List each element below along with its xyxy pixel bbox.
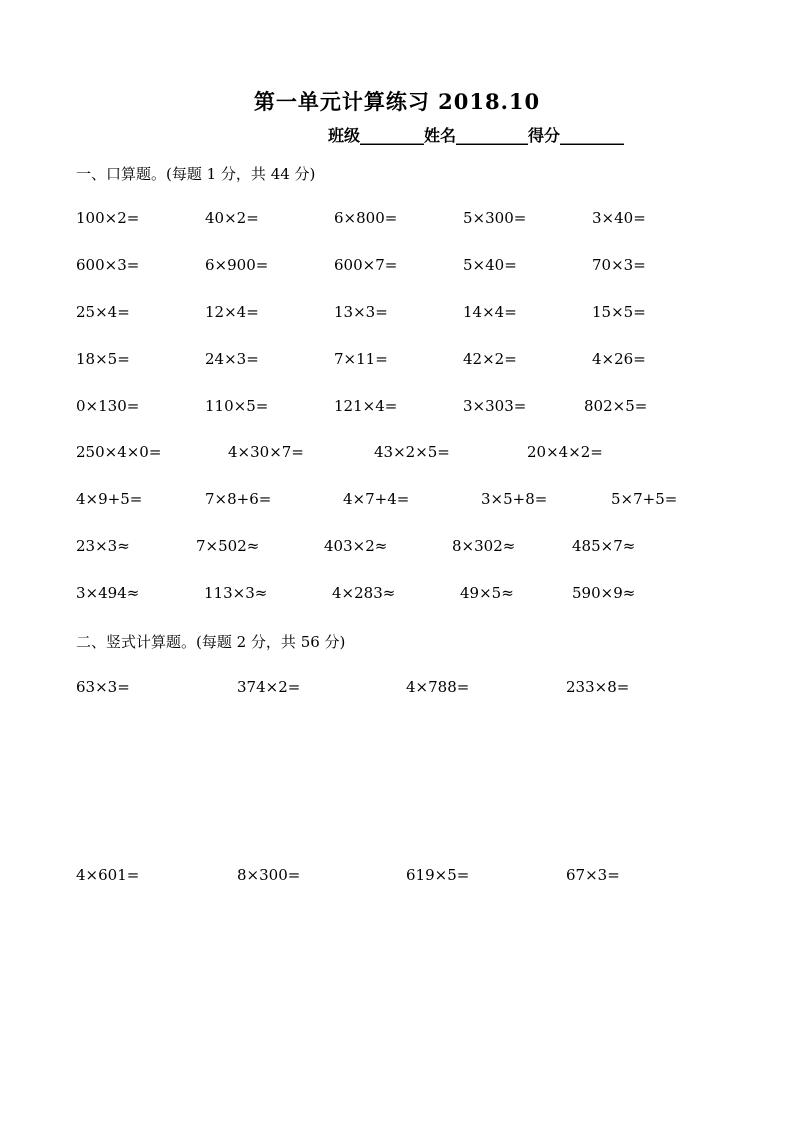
oral-row (0, 537, 794, 561)
oral-row (0, 350, 794, 374)
problem: 4×26= (592, 350, 646, 368)
problem: 600×7= (334, 256, 398, 274)
oral-row (0, 443, 794, 467)
problem: 63×3= (76, 678, 130, 696)
problem: 4×7+4= (343, 490, 410, 508)
problem: 14×4= (463, 303, 517, 321)
problem: 7×502≈ (196, 537, 260, 555)
problem: 5×40= (463, 256, 517, 274)
problem: 4×788= (406, 678, 470, 696)
oral-row (0, 209, 794, 233)
problem: 70×3= (592, 256, 646, 274)
oral-row (0, 303, 794, 327)
problem: 12×4= (205, 303, 259, 321)
problem: 4×283≈ (332, 584, 396, 602)
problem: 13×3= (334, 303, 388, 321)
problem: 3×5+8= (481, 490, 548, 508)
problem: 113×3≈ (204, 584, 268, 602)
problem: 802×5= (584, 397, 648, 415)
oral-row (0, 256, 794, 280)
problem: 100×2= (76, 209, 140, 227)
problem: 7×11= (334, 350, 388, 368)
problem: 67×3= (566, 866, 620, 884)
problem: 121×4= (334, 397, 398, 415)
problem: 40×2= (205, 209, 259, 227)
problem: 3×40= (592, 209, 646, 227)
problem: 4×30×7= (228, 443, 304, 461)
problem: 250×4×0= (76, 443, 162, 461)
problem: 6×900= (205, 256, 269, 274)
problem: 5×300= (463, 209, 527, 227)
page-title: 第一单元计算练习 2018.10 (253, 89, 541, 114)
problem: 43×2×5= (374, 443, 450, 461)
problem: 4×9+5= (76, 490, 143, 508)
oral-row (0, 490, 794, 514)
oral-row (0, 397, 794, 421)
problem: 8×300= (237, 866, 301, 884)
problem: 374×2= (237, 678, 301, 696)
problem: 485×7≈ (572, 537, 636, 555)
problem: 42×2= (463, 350, 517, 368)
problem: 20×4×2= (527, 443, 603, 461)
problem: 7×8+6= (205, 490, 272, 508)
problem: 619×5= (406, 866, 470, 884)
problem: 6×800= (334, 209, 398, 227)
problem: 8×302≈ (452, 537, 516, 555)
problem: 23×3≈ (76, 537, 130, 555)
problem: 0×130= (76, 397, 140, 415)
problem: 4×601= (76, 866, 140, 884)
problem: 110×5= (205, 397, 269, 415)
oral-row (0, 584, 794, 608)
problem: 49×5≈ (460, 584, 514, 602)
section-1-heading: 一、口算题。(每题 1 分，共 44 分) (76, 165, 316, 183)
problem: 25×4= (76, 303, 130, 321)
problem: 590×9≈ (572, 584, 636, 602)
written-row (0, 866, 794, 890)
student-info-line: 班级________姓名_________得分________ (328, 126, 625, 145)
problem: 403×2≈ (324, 537, 388, 555)
problem: 600×3= (76, 256, 140, 274)
problem: 18×5= (76, 350, 130, 368)
problem: 5×7+5= (611, 490, 678, 508)
problem: 233×8= (566, 678, 630, 696)
problem: 3×303= (463, 397, 527, 415)
written-row (0, 678, 794, 702)
problem: 3×494≈ (76, 584, 140, 602)
problem: 15×5= (592, 303, 646, 321)
problem: 24×3= (205, 350, 259, 368)
section-2-heading: 二、竖式计算题。(每题 2 分，共 56 分) (76, 633, 346, 651)
